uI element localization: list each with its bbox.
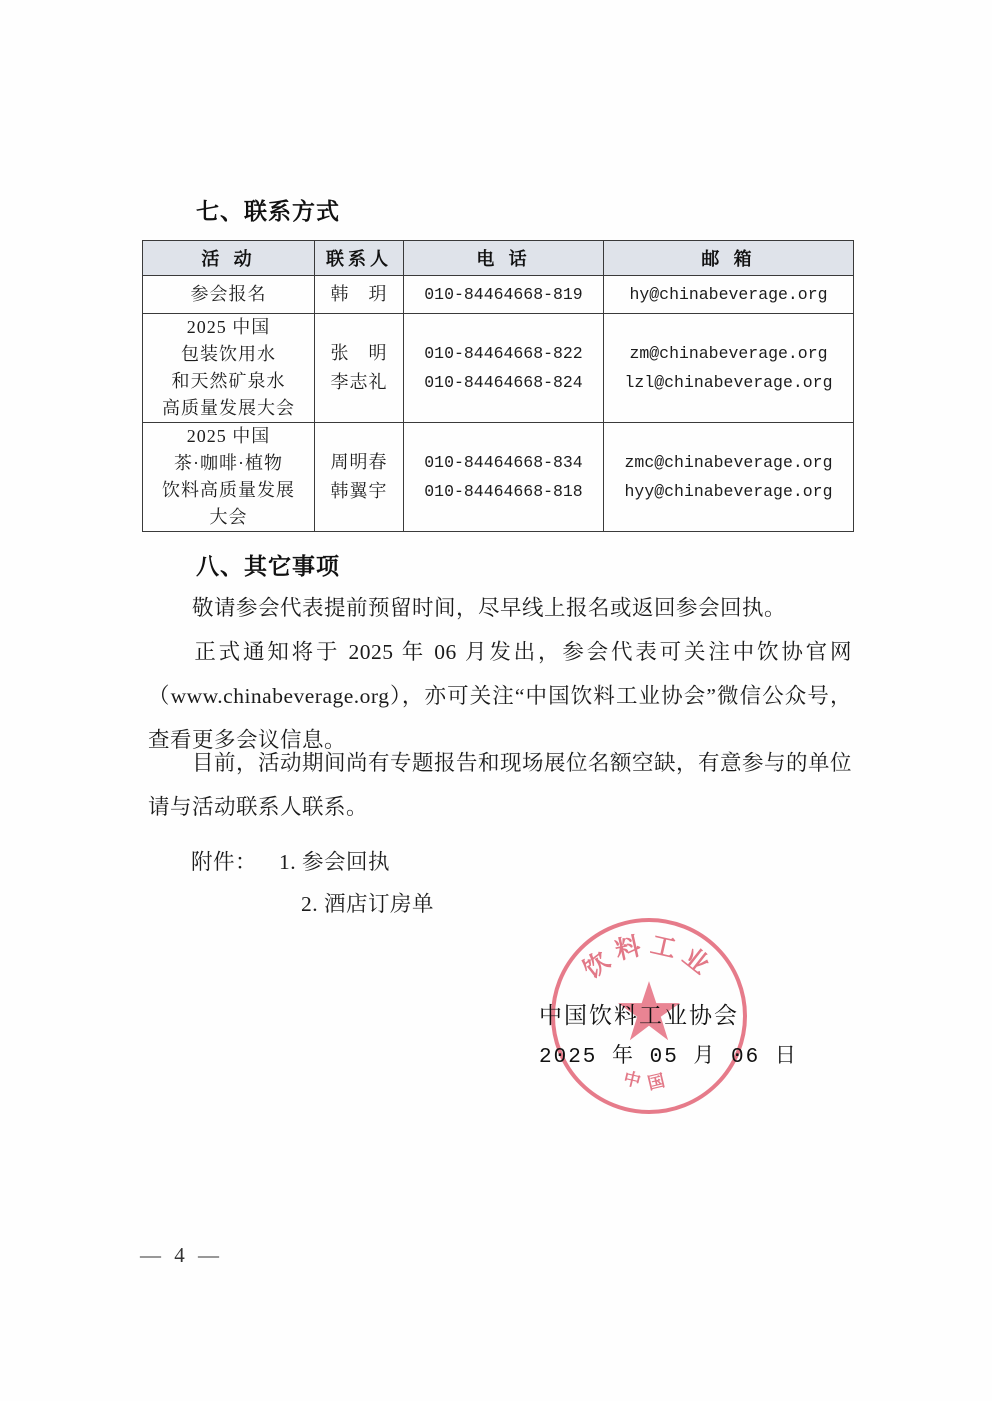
cell-person (315, 423, 404, 532)
cell-phone (404, 314, 604, 423)
seal-ring-text-top: 饮料工业 (577, 929, 721, 985)
paragraph-registration-reminder (148, 586, 852, 630)
person-name: 周明春 (330, 452, 388, 472)
person-name: 李志礼 (330, 372, 388, 392)
person-name: 张 明 (330, 343, 388, 363)
cell-email (604, 423, 854, 532)
attachment-line-2 (191, 883, 434, 925)
activity-line: 参会报名 (190, 284, 267, 304)
attachment-item: 1. 参会回执 (279, 850, 391, 874)
paragraph-vacancy-notice (148, 741, 852, 829)
cell-person (315, 314, 404, 423)
section-heading-other: 八、其它事项 (196, 554, 340, 580)
table-row (143, 314, 854, 423)
email-address: zmc@chinabeverage.org (624, 453, 833, 472)
paragraph-text: 敬请参会代表提前预留时间，尽早线上报名或返回参会回执。 (192, 596, 787, 620)
activity-line: 高质量发展大会 (162, 398, 295, 418)
email-address: zm@chinabeverage.org (629, 344, 828, 363)
phone-number: 010-84464668-819 (424, 285, 583, 304)
person-name: 韩翼宇 (330, 481, 388, 501)
cell-phone (404, 423, 604, 532)
signature-organization: 中国饮料工业协会 (539, 1003, 739, 1028)
email-address: hyy@chinabeverage.org (624, 482, 833, 501)
cell-phone (404, 276, 604, 314)
column-header-phone: 电 话 (404, 241, 604, 276)
activity-line: 和天然矿泉水 (171, 371, 286, 391)
signature-block (539, 995, 798, 1079)
cell-person (315, 276, 404, 314)
paragraph-text: 目前，活动期间尚有专题报告和现场展位名额空缺，有意参与的单位请与活动联系人联系。 (148, 751, 853, 819)
cell-activity (143, 314, 315, 423)
column-header-activity: 活 动 (143, 241, 315, 276)
activity-line: 大会 (209, 507, 248, 527)
section-heading-contact: 七、联系方式 (196, 199, 340, 225)
phone-number: 010-84464668-818 (424, 482, 583, 501)
page-number: — 4 — (140, 1243, 223, 1267)
activity-line: 饮料高质量发展 (162, 480, 295, 500)
cell-activity (143, 276, 315, 314)
email-address: hy@chinabeverage.org (629, 285, 828, 304)
paragraph-text: 正式通知将于 2025 年 06 月发出，参会代表可关注中饮协官网（www.chinabeverage.org），亦可关注“中国饮料工业协会”微信公众号，查看更多会议信息。 (148, 640, 852, 752)
attachment-line-1 (191, 841, 434, 883)
seal-ring-text-bottom: 中国 (621, 1068, 677, 1095)
table-header-row (143, 241, 854, 276)
phone-number: 010-84464668-834 (424, 453, 583, 472)
attachment-item: 2. 酒店订房单 (301, 892, 435, 916)
column-header-email: 邮 箱 (604, 241, 854, 276)
table-row (143, 276, 854, 314)
activity-line: 包装饮用水 (181, 344, 276, 364)
attachments-label: 附件： (191, 850, 258, 874)
table-row (143, 423, 854, 532)
person-name: 韩 玥 (330, 284, 388, 304)
phone-number: 010-84464668-824 (424, 373, 583, 392)
signature-date: 2025 年 05 月 06 日 (539, 1046, 798, 1069)
email-address: lzl@chinabeverage.org (624, 373, 833, 392)
contact-table (142, 240, 854, 532)
cell-email (604, 276, 854, 314)
column-header-person: 联系人 (315, 241, 404, 276)
activity-line: 2025 中国 (186, 317, 271, 337)
activity-line: 茶·咖啡·植物 (174, 453, 283, 473)
cell-activity (143, 423, 315, 532)
cell-email (604, 314, 854, 423)
phone-number: 010-84464668-822 (424, 344, 583, 363)
attachments-block (191, 841, 434, 925)
activity-line: 2025 中国 (186, 426, 271, 446)
